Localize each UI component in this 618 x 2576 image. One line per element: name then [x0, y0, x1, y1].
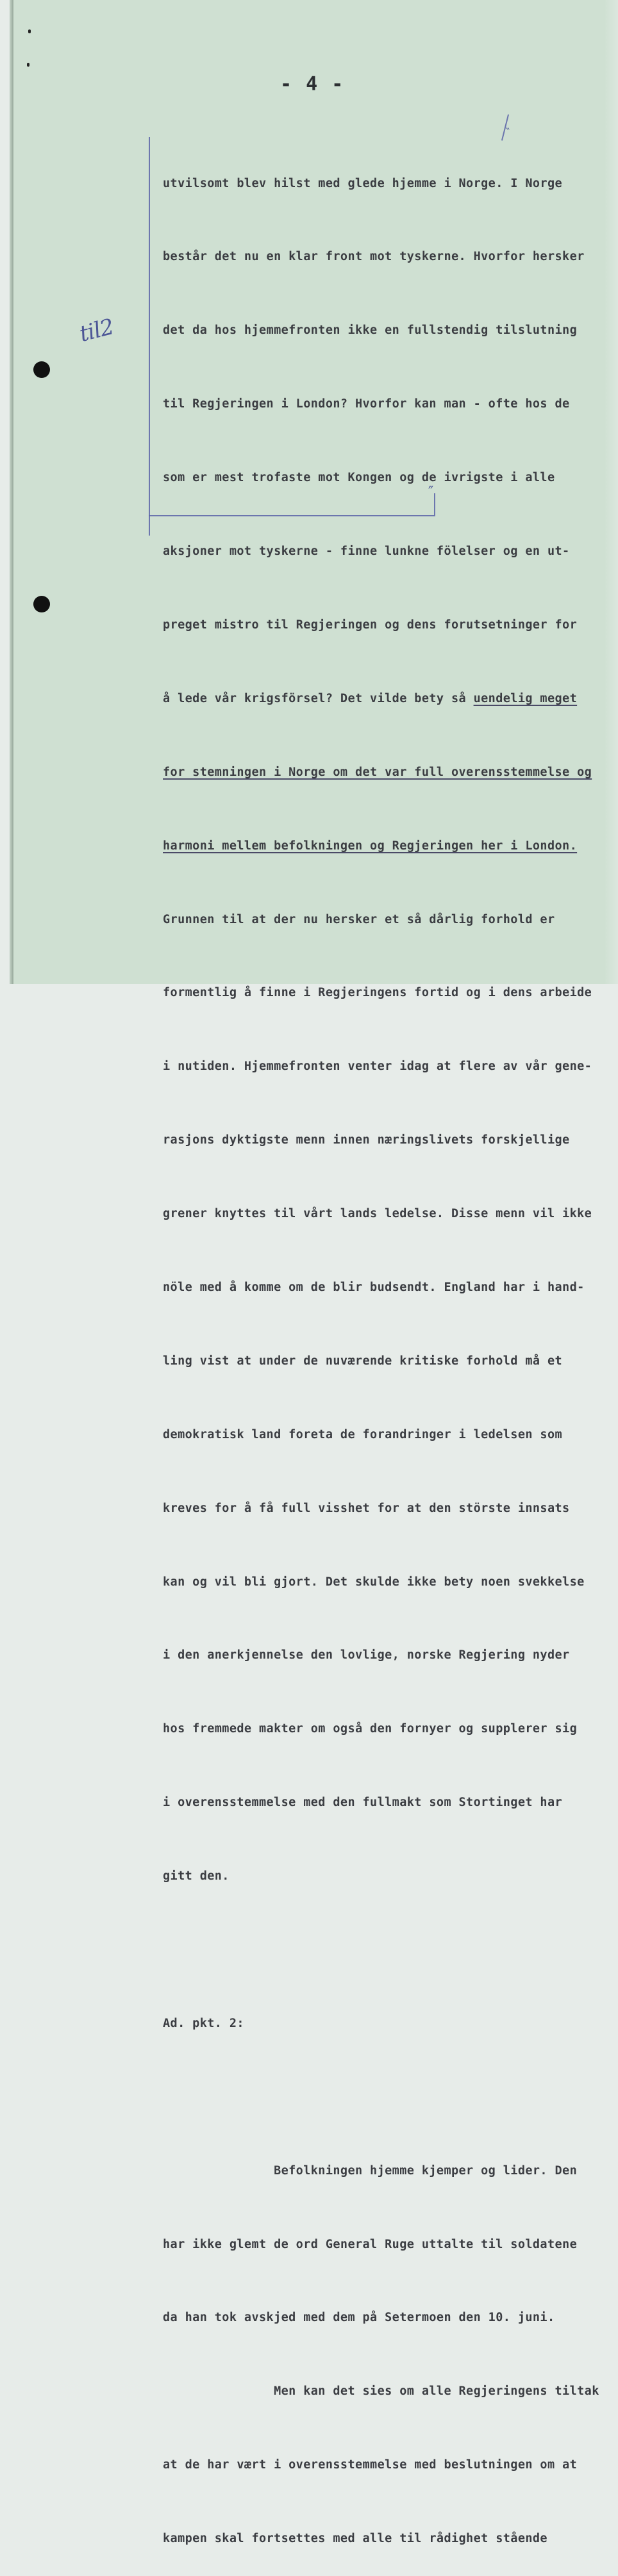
- text-line: at de har vært i overensstemmelse med beslutningen om at: [163, 2458, 578, 2472]
- text-line: som er mest trofaste mot Kongen og de ivrigste i alle: [163, 471, 555, 485]
- page-right-edge: [604, 0, 618, 984]
- ink-mark: [27, 63, 29, 67]
- ink-mark: [28, 29, 31, 33]
- pen-quote-mark: ‶: [506, 126, 510, 138]
- blank-line: [163, 2085, 599, 2110]
- text-line: [163, 687, 599, 711]
- text-line: ling vist at under de nuværende kritiske forhold må et: [163, 1354, 563, 1368]
- text-line: det da hos hjemmefronten ikke en fullstendig tilslutning: [163, 324, 578, 338]
- handwritten-margin-note: til2: [76, 314, 117, 347]
- text-line: grener knyttes til vårt lands ledelse. Disse menn vil ikke: [163, 1207, 592, 1221]
- section-heading: Ad. pkt. 2:: [163, 2016, 244, 2030]
- underlined-text-line: harmoni mellem befolkningen og Regjeringen her i London.: [163, 839, 578, 853]
- text-line: Befolkningen hjemme kjemper og lider. Den: [163, 2163, 578, 2178]
- text-line: formentlig å finne i Regjeringens fortid og i dens arbeide: [163, 986, 592, 1000]
- text-line: Grunnen til at der nu hersker et så dårlig forhold er: [163, 912, 555, 926]
- text-line-start: å lede vår krigsförsel? Det vilde bety så: [163, 691, 474, 705]
- pen-bracket-left: [149, 137, 150, 516]
- text-line: utvilsomt blev hilst med glede hjemme i Norge. I Norge: [163, 176, 563, 190]
- text-line: kampen skal fortsettes med alle til rådighet stående: [163, 2532, 547, 2546]
- text-line: Men kan det sies om alle Regjeringens tiltak: [163, 2384, 599, 2399]
- text-line: har ikke glemt de ord General Ruge uttalte til soldatene: [163, 2237, 578, 2251]
- text-line: preget mistro til Regjeringen og dens forutsetninger for: [163, 618, 578, 632]
- underlined-phrase: uendelig meget: [473, 691, 578, 705]
- text-line: da han tok avskjed med dem på Setermoen den 10. juni.: [163, 2311, 555, 2325]
- text-line: i overensstemmelse med den fullmakt som Stortinget har: [163, 1796, 563, 1810]
- page-edge: [12, 0, 13, 984]
- punch-hole: [33, 361, 50, 378]
- text-line: består det nu en klar front mot tyskerne. Hvorfor hersker: [163, 250, 585, 264]
- text-line: demokratisk land foreta de forandringer i ledelsen som: [163, 1427, 563, 1441]
- typed-body-text: [163, 122, 599, 2576]
- pen-bracket-tail: [149, 516, 150, 536]
- text-line: i nutiden. Hjemmefronten venter idag at flere av vår gene-: [163, 1060, 592, 1074]
- text-line: i den anerkjennelse den lovlige, norske Regjering nyder: [163, 1648, 570, 1662]
- text-line: til Regjeringen i London? Hvorfor kan man - ofte hos de: [163, 397, 570, 411]
- text-line: gitt den.: [163, 1869, 230, 1883]
- text-line: nöle med å komme om de blir budsendt. England har i hand-: [163, 1280, 585, 1294]
- page-number: - 4 -: [280, 73, 345, 95]
- pen-quote-mark: ″: [428, 484, 434, 500]
- text-line: rasjons dyktigste menn innen næringslivets forskjellige: [163, 1133, 570, 1147]
- text-line: kan og vil bli gjort. Det skulde ikke bety noen svekkelse: [163, 1575, 585, 1589]
- punch-hole: [33, 596, 50, 612]
- blank-line: [163, 1938, 599, 1962]
- text-line: hos fremmede makter om også den fornyer og supplerer sig: [163, 1722, 578, 1736]
- underlined-text-line: for stemningen i Norge om det var full overensstemmelse og: [163, 765, 592, 779]
- text-line: aksjoner mot tyskerne - finne lunkne fölelser og en ut-: [163, 545, 570, 559]
- text-line: kreves for å få full visshet for at den störste innsats: [163, 1501, 570, 1515]
